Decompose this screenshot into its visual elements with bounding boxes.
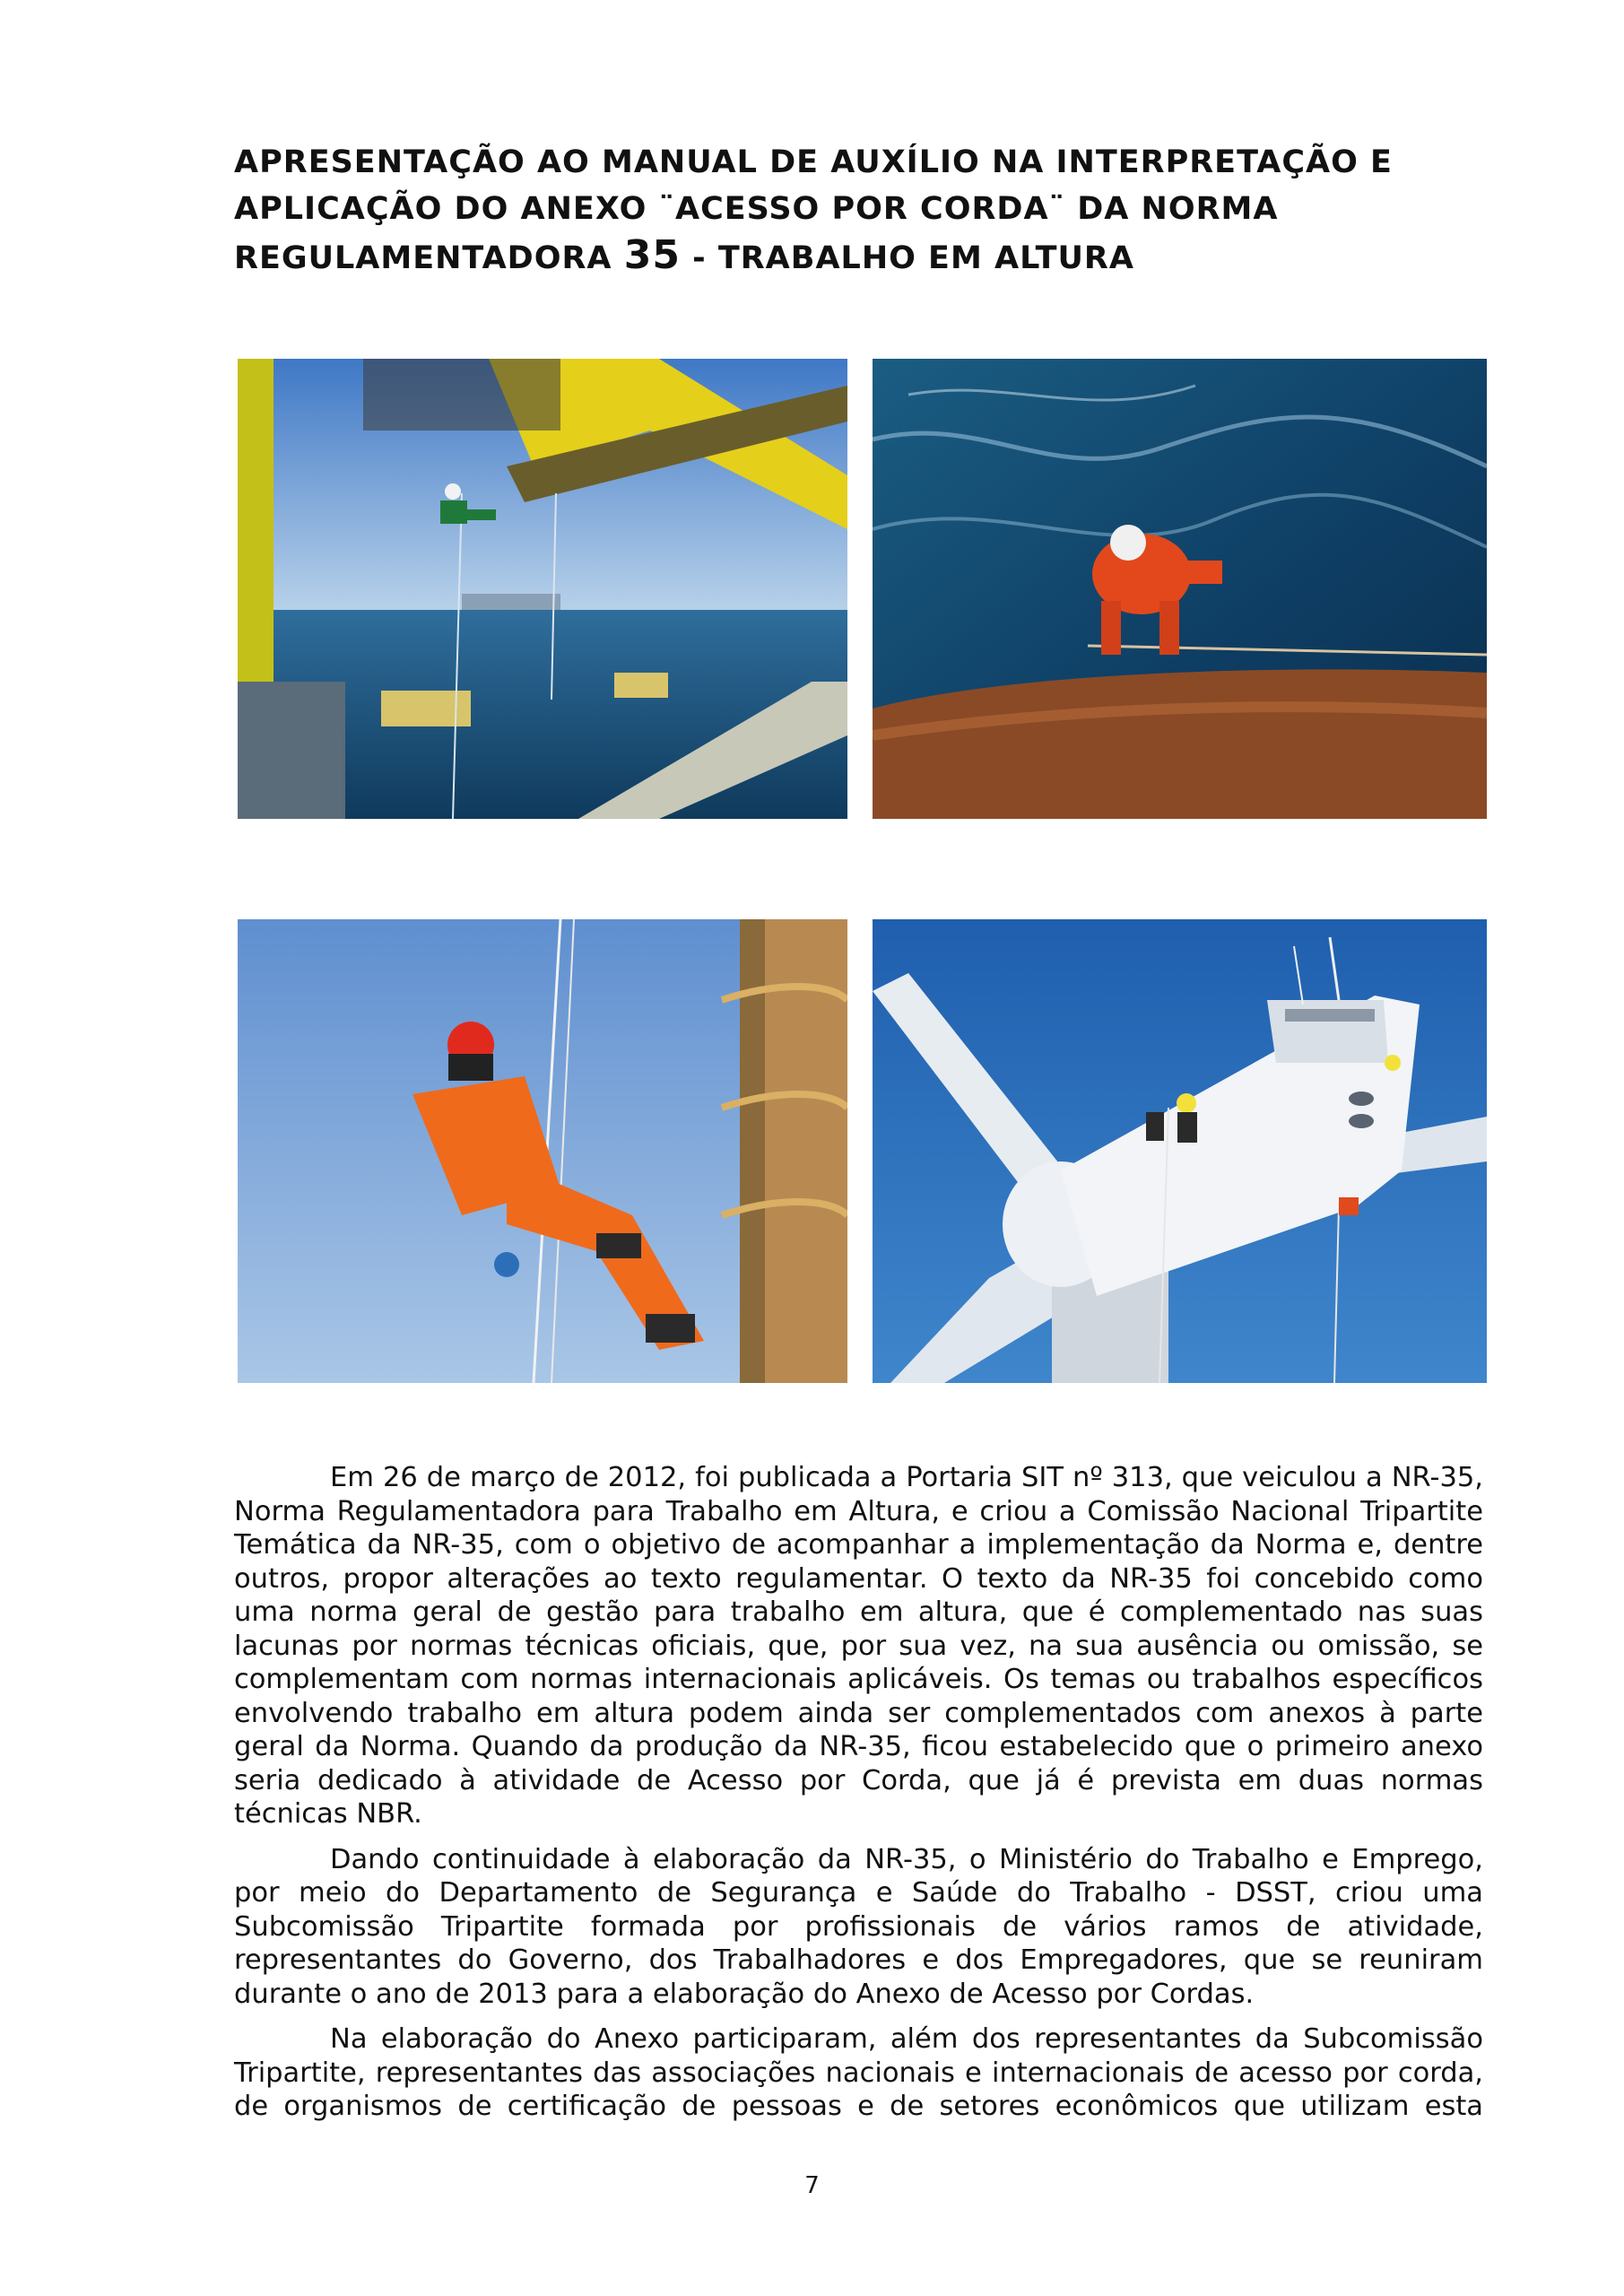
document-title [234, 139, 1483, 282]
title-line-3 [234, 232, 1483, 282]
paragraph: Em 26 de março de 2012, foi publicada a Portaria SIT nº 313, que veiculou a NR-35, Norma Regulamentadora para Trabalho em Altura, e criou a Comissão Nacional Tripartite Temática da NR-35, com o objetivo de acompanhar a implementação da Norma e, dentre outros, propor alterações ao texto regulamentar. O texto da NR-35 foi concebido como uma norma geral de gestão para trabalho em altura, que é complementado nas suas lacunas por normas técnicas oficiais, que, por sua vez, na sua ausência ou omissão, se complementam com normas internacionais aplicáveis. Os temas ou trabalhos específicos envolvendo trabalho em altura podem ainda ser complementados com anexos à parte geral da Norma. Quando da produção da NR-35, ficou estabelecido que o primeiro anexo seria dedicado à atividade de Acesso por Corda, que já é prevista em duas normas técnicas NBR. [234, 1462, 1483, 1830]
paragraph: Na elaboração do Anexo participaram, além dos representantes da Subcomissão Tripartite, representantes das associações nacionais e internacionais de acesso por corda, de organismos de certificação de pessoas e de setores econômicos que utilizam esta [234, 2023, 1483, 2122]
photo-worker-above-sea [873, 359, 1487, 819]
title-line-1: APRESENTAÇÃO AO MANUAL DE AUXÍLIO NA INTERPRETAÇÃO E [234, 144, 1393, 180]
title-line-3-start: REGULAMENTADORA [234, 240, 612, 276]
page-number: 7 [804, 2172, 820, 2199]
photo-worker-on-rope [238, 919, 847, 1383]
body-text [234, 1461, 1483, 2135]
photo-offshore-platform [238, 359, 847, 819]
title-nr-number: 35 [623, 232, 681, 278]
title-line-3-end: - TRABALHO EM ALTURA [692, 240, 1134, 276]
paragraph: Dando continuidade à elaboração da NR-35, o Ministério do Trabalho e Emprego, por meio do Departamento de Segurança e Saúde do Trabalho - DSST, criou uma Subcomissão Tripartite formada por profissionais de vários ramos de atividade, representantes do Governo, dos Trabalhadores e dos Empregadores, que se reuniram durante o ano de 2013 para a elaboração do Anexo de Acesso por Cordas. [234, 1843, 1483, 2010]
title-line-2: APLICAÇÃO DO ANEXO ¨ACESSO POR CORDA¨ DA NORMA [234, 191, 1279, 227]
photo-wind-turbine [873, 919, 1487, 1383]
